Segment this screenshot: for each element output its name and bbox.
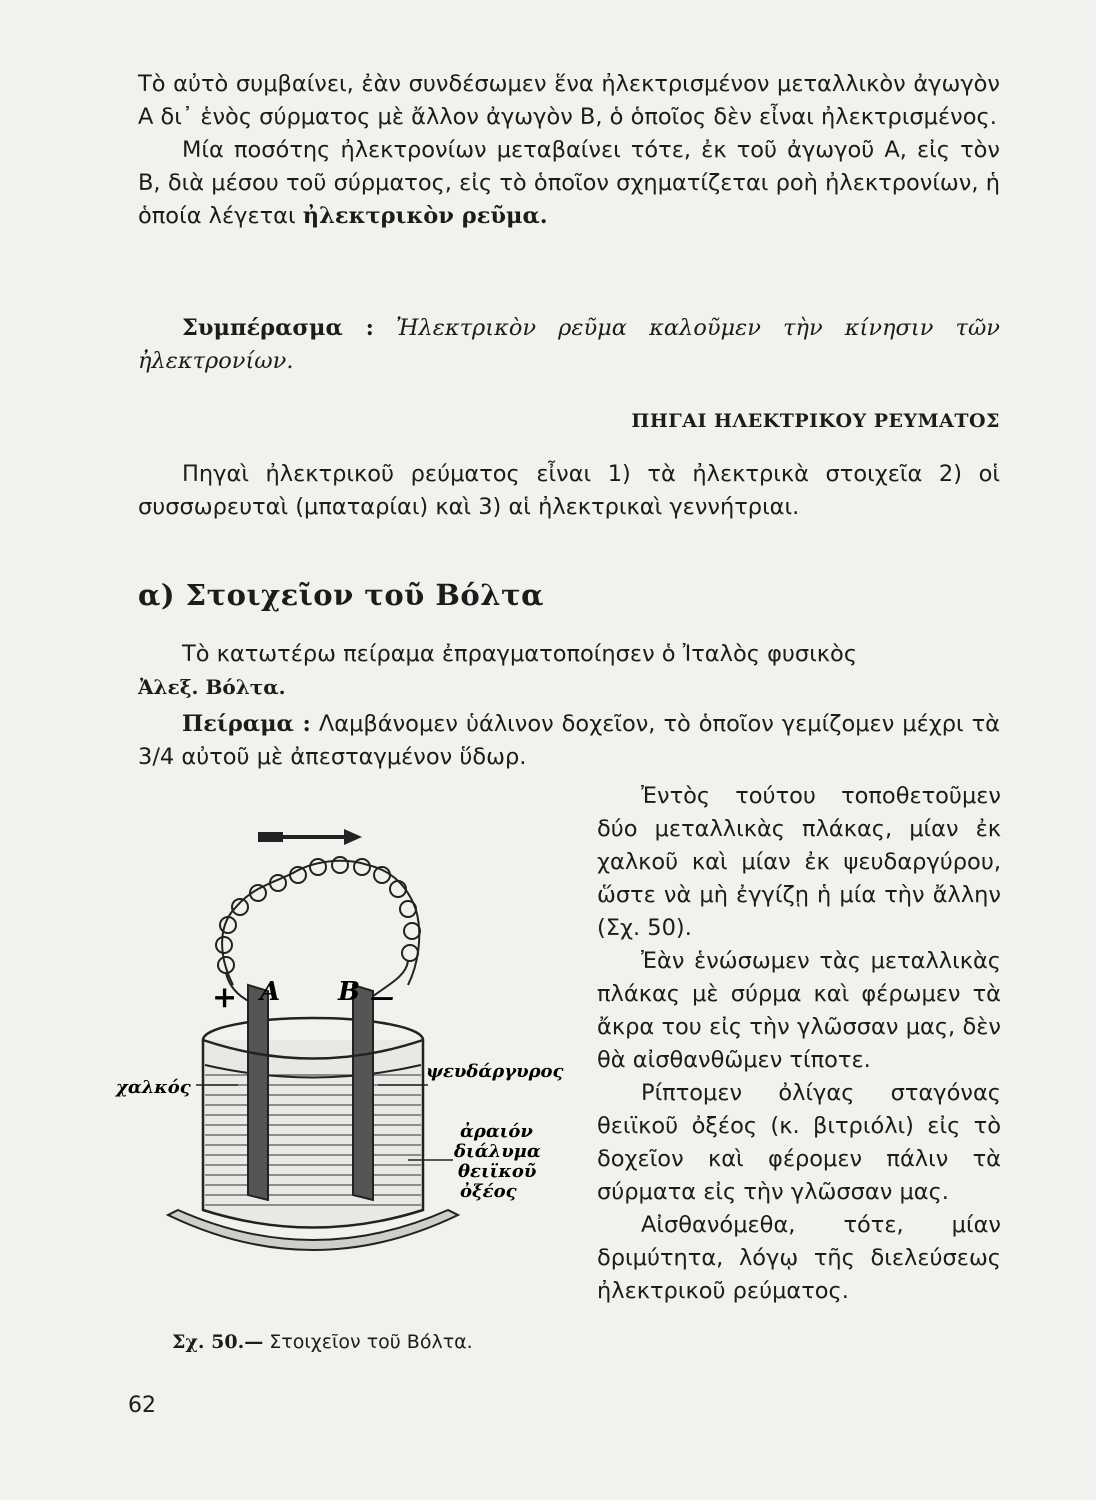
volta-name: Ἀλεξ. Βόλτα.: [138, 675, 286, 699]
glass-jar: [203, 1040, 423, 1228]
volta-cell-illustration: [108, 815, 588, 1315]
plate-b-label: B: [338, 977, 360, 1007]
intro-paragraph-2-text: Μία ποσότης ἠλεκτρονίων μεταβαίνει τότε, ἐκ τοῦ ἀγωγοῦ Α, εἰς τὸν Β, διὰ μέσου τοῦ σύρματος, εἰς τὸ ὁποῖον σχηματίζεται ροὴ ἠλεκτρονίων, ἡ ὁποία λέγεται: [138, 137, 1000, 229]
volta-intro-block: [138, 638, 1000, 704]
experiment-text: Λαμβάνομεν ὑάλινον δοχεῖον, τὸ ὁποῖον γεμίζομεν μέχρι τὰ 3/4 αὐτοῦ μὲ ἀπεσταγμένον ὕδωρ.: [138, 711, 1001, 770]
sources-block: [138, 458, 1000, 524]
experiment-block: [138, 708, 1000, 774]
electric-current-term: ἠλεκτρικὸν ρεῦμα.: [302, 203, 548, 229]
volta-intro-text: Τὸ κατωτέρω πείραμα ἐπραγματοποίησεν ὁ Ἰταλὸς φυσικὸς: [182, 641, 858, 667]
acid-label-line-1: ἀραιόν: [460, 1121, 533, 1142]
figure-caption: [172, 1331, 473, 1353]
copper-label: χαλκός: [116, 1077, 191, 1098]
volta-cell-figure: [108, 815, 588, 1315]
volta-intro-paragraph: [138, 638, 1000, 704]
right-column: [597, 780, 1001, 1308]
conclusion-paragraph: [138, 312, 1000, 378]
right-paragraph-3: Ρίπτομεν ὀλίγας σταγόνας θειϊκοῦ ὀξέος (κ. βιτριόλι) εἰς τὸ δοχεῖον καὶ φέρομεν πάλιν τὰ σύρματα εἰς τὴν γλῶσσαν μας.: [597, 1080, 1001, 1205]
conclusion-block: [138, 312, 1000, 378]
experiment-paragraph: [138, 708, 1000, 774]
caption-text: Στοιχεῖον τοῦ Βόλτα.: [263, 1331, 473, 1353]
current-arrow-icon: [258, 829, 362, 845]
plus-label: +: [212, 980, 238, 1015]
right-paragraph-4: Αἰσθανόμεθα, τότε, μίαν δριμύτητα, λόγῳ τῆς διελεύσεως ἠλεκτρικοῦ ρεύματος.: [597, 1212, 1001, 1304]
wire-coils: [216, 857, 420, 973]
section-heading: α) Στοιχεῖον τοῦ Βόλτα: [138, 578, 544, 612]
sources-heading: ΠΗΓΑΙ ΗΛΕΚΤΡΙΚΟΥ ΡΕΥΜΑΤΟΣ: [631, 410, 1000, 432]
experiment-label: Πείραμα :: [182, 711, 311, 737]
right-paragraph-2: Ἐὰν ἑνώσωμεν τὰς μεταλλικὰς πλάκας μὲ σύρμα καὶ φέρωμεν τὰ ἄκρα του εἰς τὴν γλῶσσαν μας, δὲν θὰ αἰσθανθῶμεν τίποτε.: [597, 948, 1001, 1073]
intro-paragraph-1: Τὸ αὐτὸ συμβαίνει, ἐὰν συνδέσωμεν ἕνα ἠλεκτρισμένον μεταλλικὸν ἀγωγὸν Α δι᾽ ἑνὸς σύρματος μὲ ἄλλον ἀγωγὸν Β, ὁ ὁποῖος δὲν εἶναι ἠλεκτρισμένος.: [138, 71, 1000, 130]
copper-plate: [248, 985, 268, 1200]
minus-label: —: [370, 982, 394, 1011]
page-number: 62: [128, 1393, 156, 1418]
caption-number: Σχ. 50.—: [172, 1331, 264, 1353]
zinc-plate: [353, 985, 373, 1200]
conclusion-label: Συμπέρασμα :: [182, 315, 374, 341]
right-paragraph-1: Ἐντὸς τούτου τοποθετοῦμεν δύο μεταλλικὰς πλάκας, μίαν ἐκ χαλκοῦ καὶ μίαν ἐκ ψευδαργύρου, ὥστε νὰ μὴ ἐγγίζῃ ἡ μία τὴν ἄλλην (Σχ. 50).: [597, 783, 1001, 941]
sources-paragraph: Πηγαὶ ἠλεκτρικοῦ ρεύματος εἶναι 1) τὰ ἠλεκτρικὰ στοιχεῖα 2) οἱ συσσωρευταὶ (μπαταρίαι) καὶ 3) αἱ ἠλεκτρικαὶ γεννήτριαι.: [138, 461, 1000, 520]
plate-a-label: A: [260, 977, 281, 1007]
acid-label-line-4: ὀξέος: [460, 1181, 517, 1202]
acid-label-line-2: διάλυμα: [454, 1141, 541, 1162]
intro-block: [138, 68, 1000, 233]
conclusion-text: Ἠλεκτρικὸν ρεῦμα καλοῦμεν τὴν κίνησιν τῶν ἠλεκτρονίων.: [138, 315, 1000, 374]
intro-paragraph-2: [138, 134, 1000, 233]
acid-label-line-3: θειϊκοῦ: [458, 1161, 537, 1182]
zinc-label: ψευδάργυρος: [426, 1061, 564, 1082]
